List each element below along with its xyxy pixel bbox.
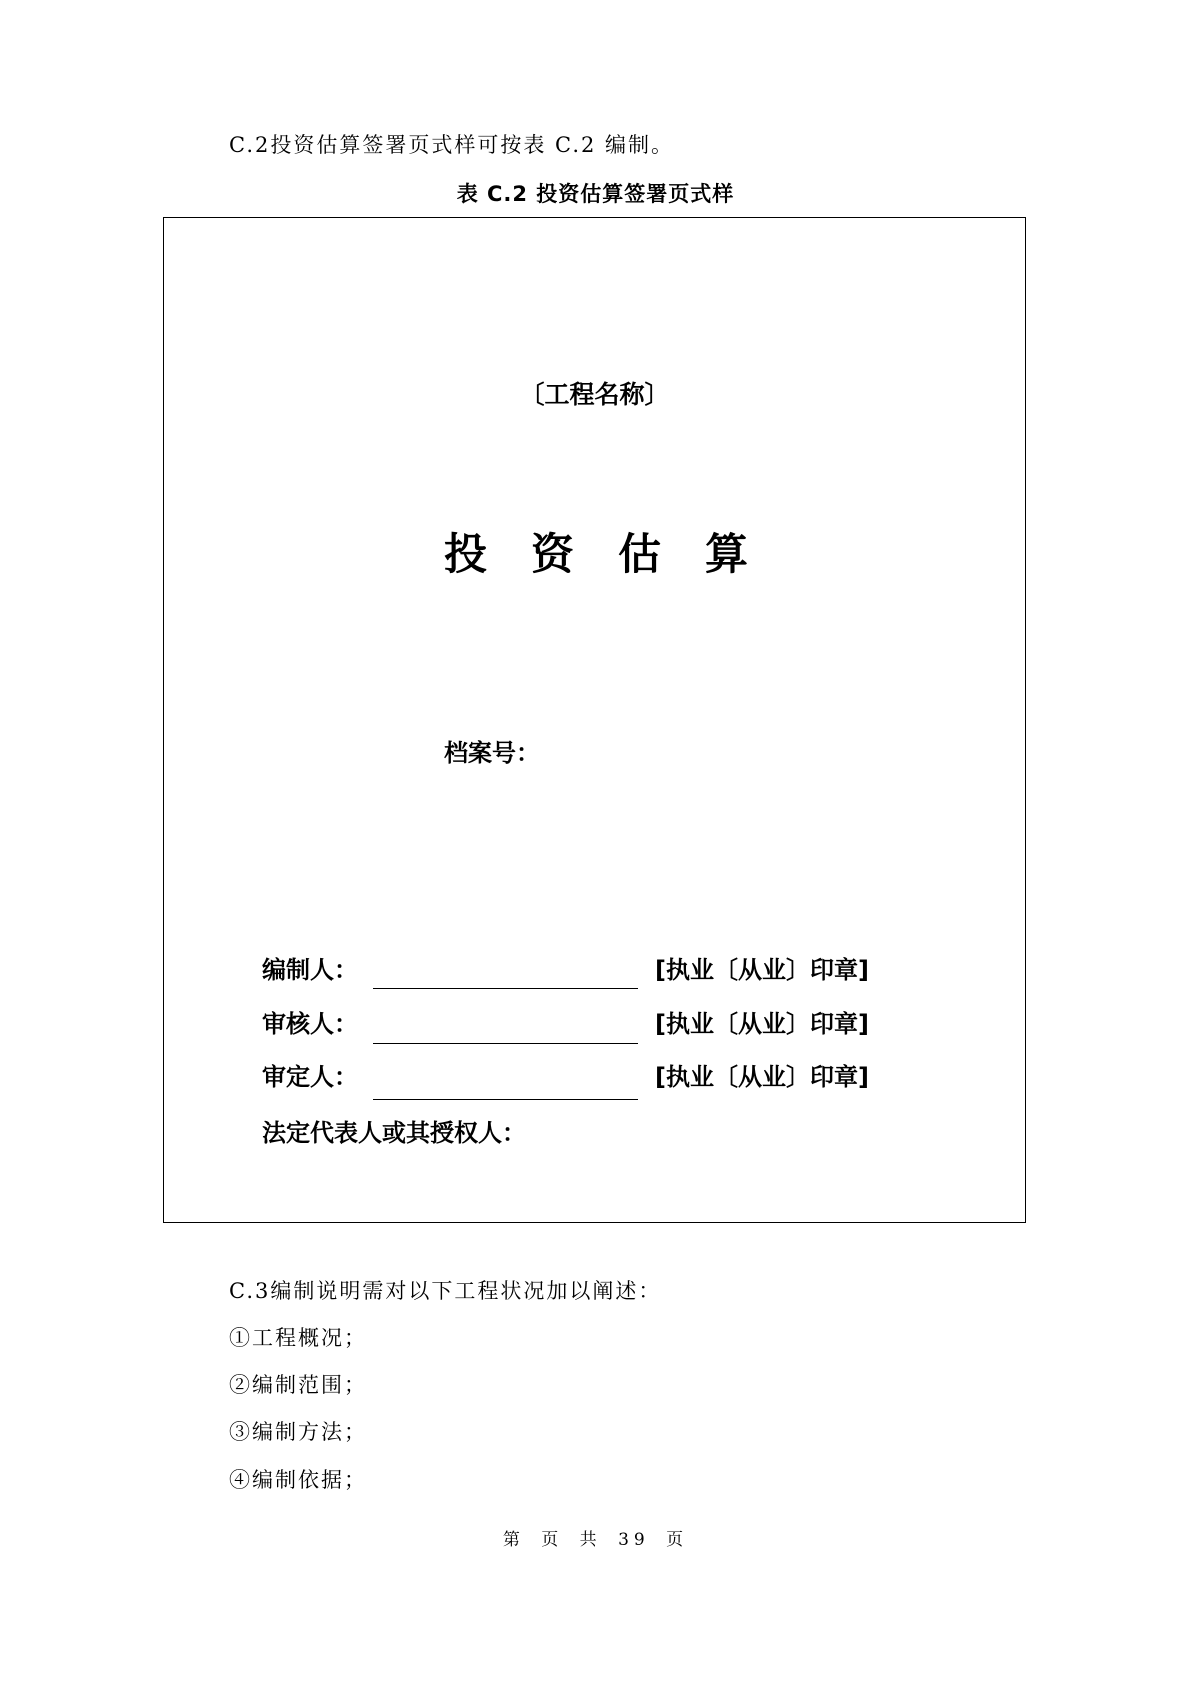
signature-page-form <box>163 217 1026 1223</box>
approver-label: 审定人： <box>262 1063 358 1091</box>
preparer-signature-line <box>373 988 638 989</box>
reviewer-signature-line <box>373 1043 638 1044</box>
preparer-stamp-label: [执业〔从业〕印章] <box>655 956 869 984</box>
table-caption: 表 C.2 投资估算签署页式样 <box>456 182 735 206</box>
reviewer-stamp-label: [执业〔从业〕印章] <box>655 1010 869 1038</box>
list-item: ②编制范围； <box>229 1373 367 1397</box>
page-footer: 第 页 共 39 页 <box>502 1530 689 1550</box>
list-item: ④编制依据； <box>229 1468 367 1492</box>
approver-stamp-label: [执业〔从业〕印章] <box>655 1063 869 1091</box>
approver-signature-line <box>373 1099 638 1100</box>
project-name-placeholder: 〔工程名称〕 <box>519 380 670 409</box>
document-title: 投资估算 <box>444 530 792 580</box>
list-item: ③编制方法； <box>229 1420 367 1444</box>
archive-number-label: 档案号： <box>444 739 540 767</box>
list-item: ①工程概况； <box>229 1326 367 1350</box>
section-c3-heading: C.3编制说明需对以下工程状况加以阐述： <box>229 1279 662 1303</box>
reviewer-label: 审核人： <box>262 1010 358 1038</box>
preparer-label: 编制人： <box>262 956 358 984</box>
intro-paragraph: C.2投资估算签署页式样可按表 C.2 编制。 <box>229 133 675 157</box>
legal-representative-label: 法定代表人或其授权人： <box>262 1119 526 1147</box>
